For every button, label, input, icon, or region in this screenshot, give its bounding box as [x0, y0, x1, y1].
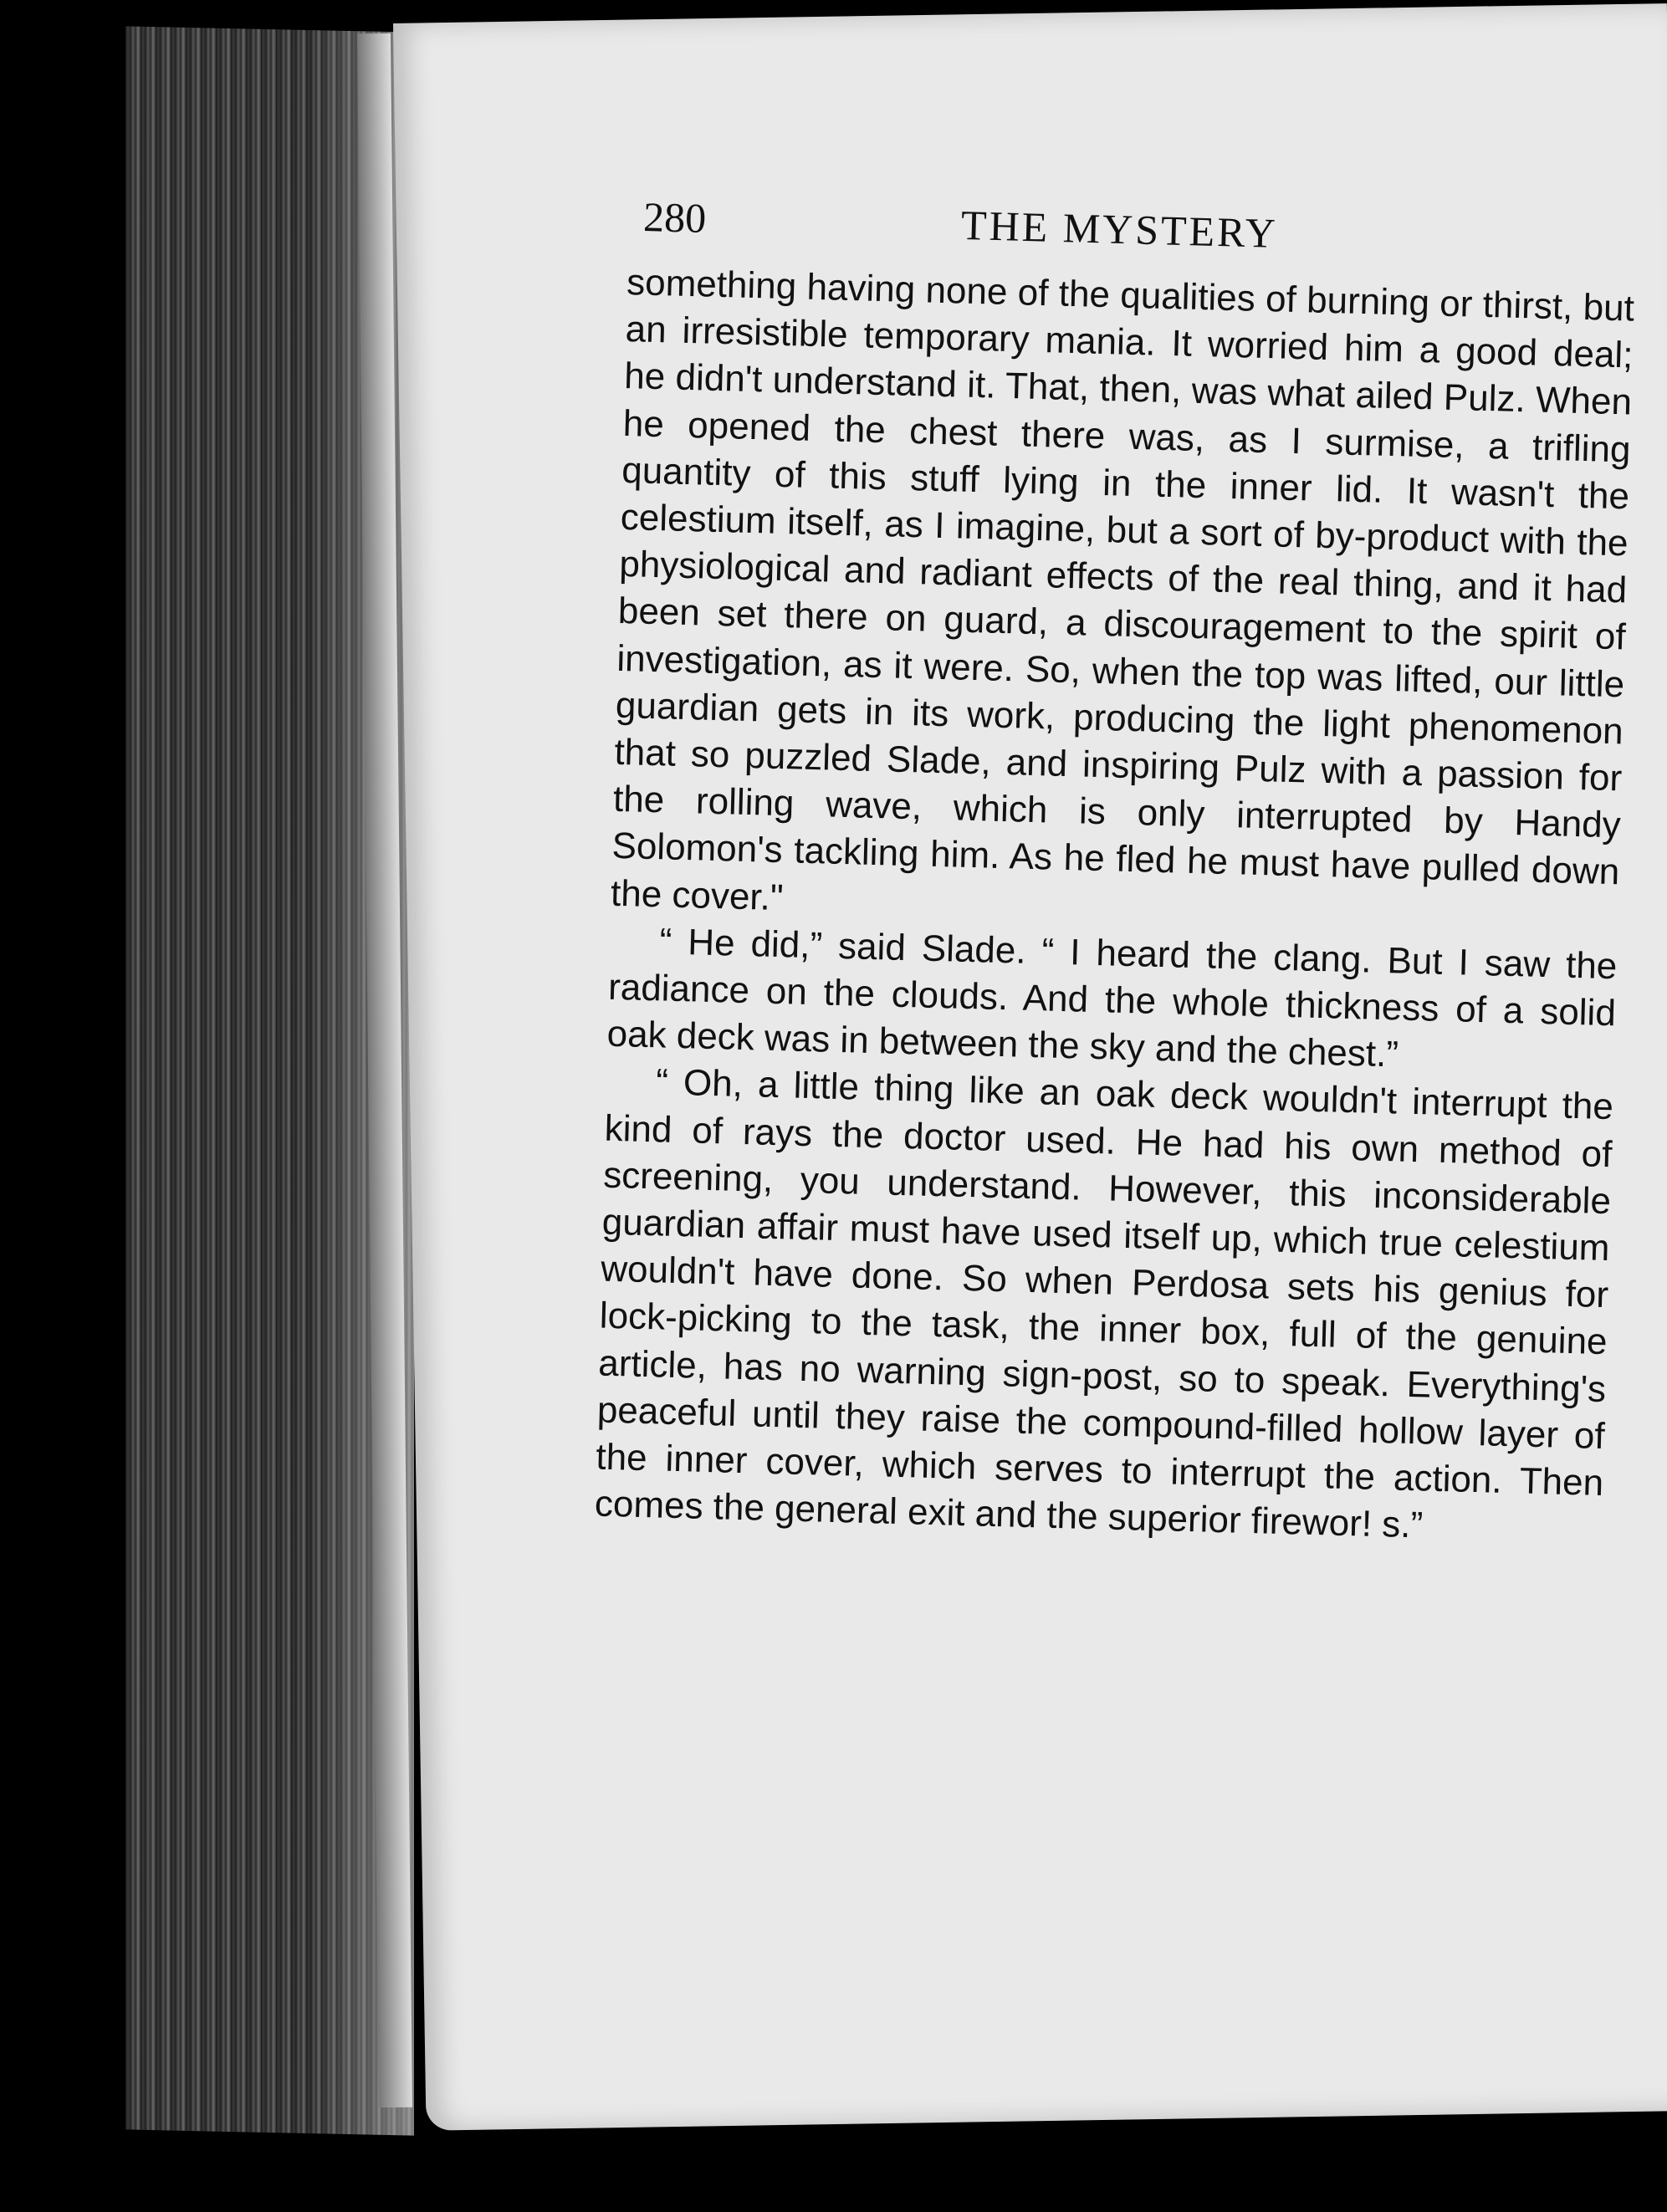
- page-number: 280: [642, 192, 707, 242]
- paragraph: “ He did,” said Slade. “ I heard the clang. But I saw the radiance on the clouds. And the whole thickness of a solid oak deck was in between the sky and the chest.”: [606, 921, 1618, 1075]
- paragraph: “ Oh, a little thing like an oak deck wouldn't interrupt the kind of rays the doctor used. He had his own method of screening, you understand. However, this inconsiderable guardian affair must have used itself up, which true celestium wouldn't have done. So when Perdosa sets his genius for lock-picking to the task, the inner box, full of the genuine article, has no warning sign-post, so to speak. Everything's peaceful until they raise the compound-filled hollow layer of the inner cover, which serves to interrupt the action. Then comes the general exit and the superior firewor! s.”: [594, 1061, 1614, 1546]
- page-body-text: [594, 259, 1634, 1555]
- running-head-title: THE MYSTERY: [960, 201, 1279, 257]
- paragraph: something having none of the qualities of burning or thirst, but an irresistible temporary mania. It worried him a good deal; he didn't understand it. That, then, was what ailed Pulz. When he opened the chest there was, as I surmise, a trifling quantity of this stuff lying in the inner lid. It wasn't the celestium itself, as I imagine, but a sort of by-product with the physiological and radiant effects of the real thing, and it had been set there on guard, a discouragement to the spirit of investigation, as it were. So, when the top was lifted, our little guardian gets in its work, producing the light phenomenon that so puzzled Slade, and inspiring Pulz with a passion for the rolling wave, which is only interrupted by Handy Solomon's tackling him. As he fled he must have pulled down the cover.": [610, 261, 1635, 918]
